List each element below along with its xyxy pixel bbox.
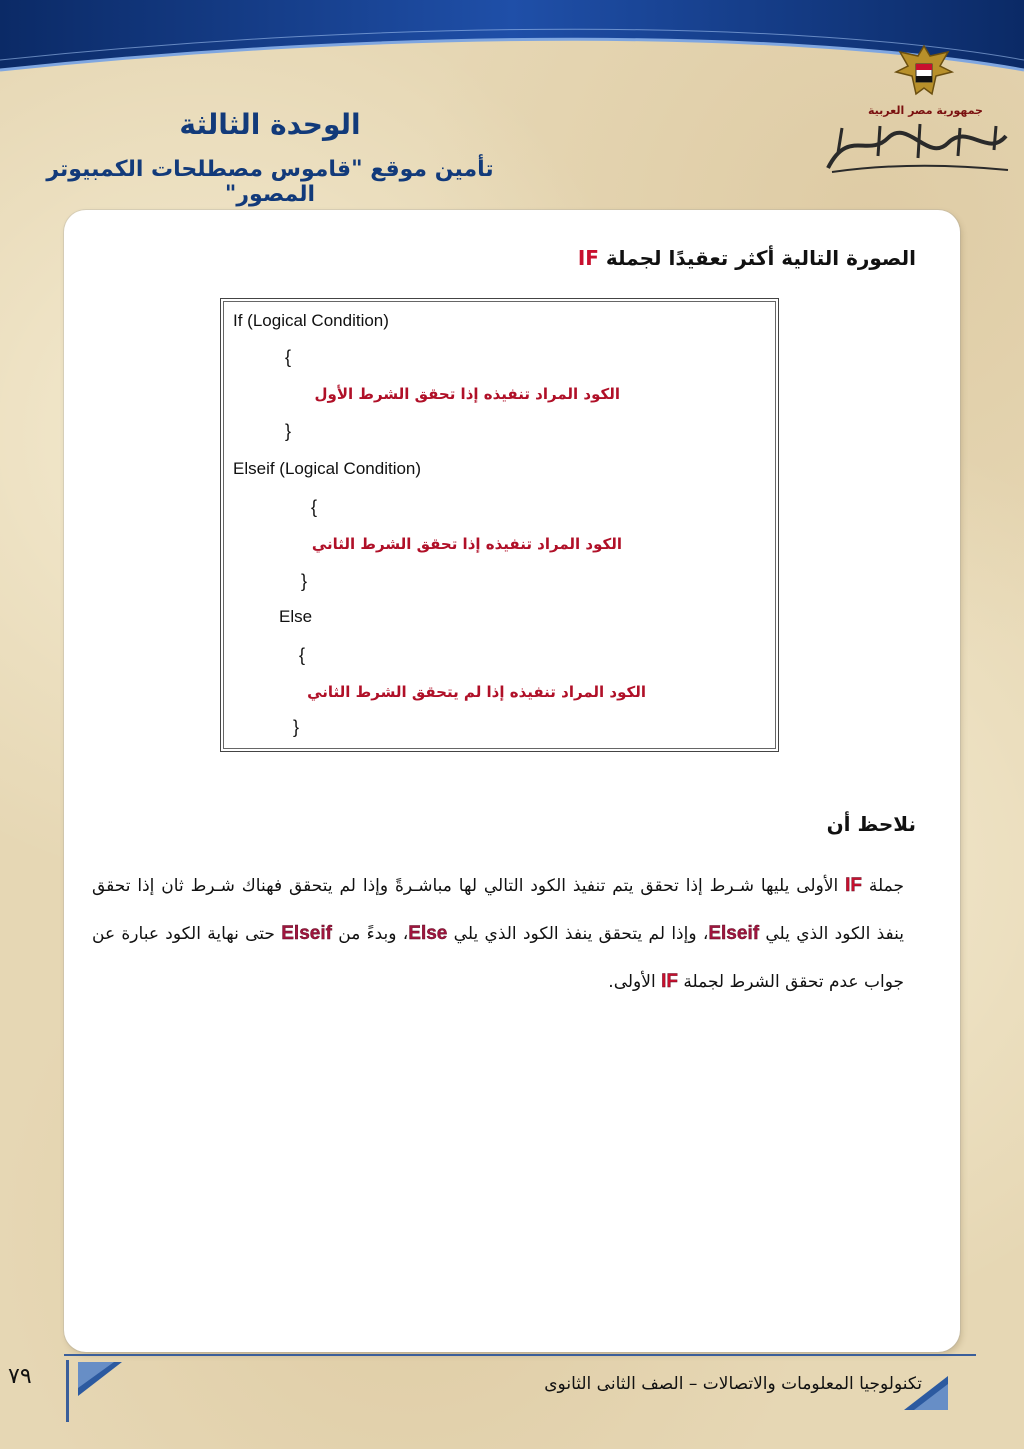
notes-text: جملة bbox=[862, 876, 904, 896]
notes-text: الأولى. bbox=[608, 972, 662, 992]
page-number-divider bbox=[66, 1360, 69, 1422]
keyword-else: Else bbox=[408, 923, 448, 944]
footer-divider bbox=[64, 1354, 976, 1356]
code-example-box bbox=[220, 298, 779, 752]
code-brace-open: { bbox=[311, 497, 318, 517]
code-brace-close: } bbox=[285, 421, 292, 441]
logo-caption: جمهورية مصر العربية bbox=[868, 104, 983, 117]
notes-text: الأولى يليها شـرط إذا تحقق يتم تنفيذ الكود التالي لها مباشـرةً وإذا لم يتحقق فهناك شـرط ثان إذا تحقق ينفذ الكود الذي يلي bbox=[92, 876, 904, 944]
page-number: ٧٩ bbox=[8, 1364, 32, 1389]
intro-keyword-if: IF bbox=[577, 246, 599, 270]
footer-corner-left-icon bbox=[78, 1362, 122, 1396]
code-else-line: Else bbox=[279, 607, 313, 626]
notes-text: ، وإذا لم يتحقق ينفذ الكود الذي يلي bbox=[447, 924, 709, 944]
code-second-branch-text: الكود المراد تنفيذه إذا تحقق الشرط الثاني bbox=[311, 535, 622, 553]
intro-line bbox=[578, 246, 916, 270]
code-brace-open: { bbox=[299, 645, 306, 665]
keyword-elseif: Elseif bbox=[708, 923, 760, 944]
notes-heading: نلاحظ أن bbox=[826, 812, 916, 836]
keyword-if: IF bbox=[845, 875, 863, 896]
egypt-eagle-emblem-icon bbox=[890, 42, 958, 104]
code-first-branch-text: الكود المراد تنفيذه إذا تحقق الشرط الأول bbox=[314, 385, 620, 403]
code-brace-close: } bbox=[293, 717, 300, 737]
ministry-calligraphy-logo bbox=[818, 98, 1014, 178]
code-brace-close: } bbox=[301, 571, 308, 591]
code-else-branch-text: الكود المراد تنفيذه إذا لم يتحقق الشرط الثاني bbox=[307, 683, 646, 701]
notes-text: حتى نهاية الكود عبارة عن جواب عدم تحقق الشرط لجملة bbox=[92, 924, 904, 992]
footer-subject: تكنولوجيا المعلومات والاتصالات – الصف الثانى الثانوى bbox=[544, 1374, 922, 1394]
code-if-line: If (Logical Condition) bbox=[233, 311, 389, 330]
notes-paragraph bbox=[92, 862, 904, 1006]
keyword-elseif: Elseif bbox=[281, 923, 332, 944]
lesson-title: تأمين موقع "قاموس مصطلحات الكمبيوتر المصور" bbox=[46, 157, 494, 207]
code-elseif-line: Elseif (Logical Condition) bbox=[233, 459, 422, 478]
intro-text: الصورة التالية أكثر تعقيدًا لجملة bbox=[605, 246, 916, 270]
keyword-if: IF bbox=[661, 971, 678, 992]
notes-text: ، وبدءً من bbox=[331, 924, 409, 944]
code-brace-open: { bbox=[285, 347, 292, 367]
unit-title: الوحدة الثالثة bbox=[179, 108, 361, 141]
